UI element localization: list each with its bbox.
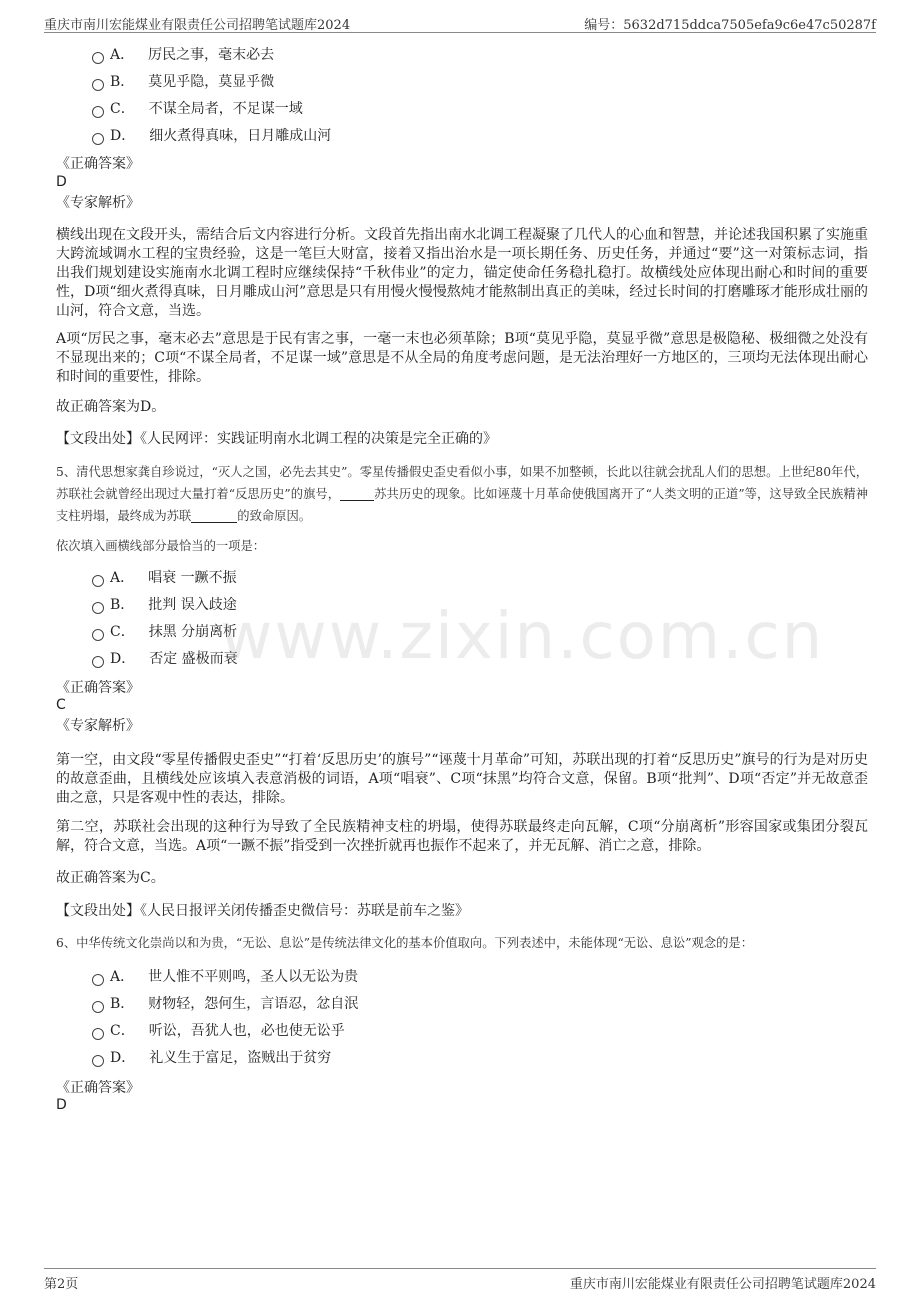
radio-icon[interactable] [92, 1028, 104, 1040]
q5-analysis-conclusion: 故正确答案为C。 [56, 870, 165, 886]
radio-icon[interactable] [92, 974, 104, 986]
q6-options [92, 966, 358, 1074]
q6-answer-label: 《正确答案》 [56, 1080, 140, 1096]
q5-instruction: 依次填入画横线部分最恰当的一项是： [56, 539, 266, 553]
q5-option-d[interactable]: D． 否定 盛极而衰 [92, 648, 238, 675]
footer-title: 重庆市南川宏能煤业有限责任公司招聘笔试题库2024 [569, 1277, 876, 1292]
watermark: www.zixin.com.cn [220, 600, 825, 674]
radio-icon[interactable] [92, 1055, 104, 1067]
q5-stem: 5、清代思想家龚自珍说过，“灭人之国，必先去其史”。零星传播假史歪史看似小事，如果不加整顿，长此以往就会扰乱人们的思想。上世纪80年代，苏联社会就曾经出现过大量打着“反思历史”的旗号， 苏共历史的现象。比如诬蔑十月革命使俄国离开了“人类文明的正道”等，这导致全民族精神支柱坍塌，最终成为苏联 的致命原因。 [56, 465, 869, 523]
q4-source: 【文段出处】《人民网评：实践证明南水北调工程的决策是完全正确的》 [56, 431, 497, 447]
page-number: 第2页 [44, 1277, 79, 1292]
q4-option-c[interactable]: C． 不谋全局者，不足谋一域 [92, 98, 331, 125]
q5-option-c[interactable]: C． 抹黑 分崩离析 [92, 621, 238, 648]
q5-source: 【文段出处】《人民日报评关闭传播歪史微信号：苏联是前车之鉴》 [56, 903, 469, 919]
q5-option-b[interactable]: B． 批判 误入歧途 [92, 594, 238, 621]
radio-icon[interactable] [92, 52, 104, 64]
q5-option-a[interactable]: A． 唱衰 一蹶不振 [92, 567, 238, 594]
radio-icon[interactable] [92, 656, 104, 668]
page-header [44, 10, 876, 33]
q4-options [92, 44, 331, 152]
page-footer [44, 1268, 876, 1299]
q6-answer: D [56, 1097, 67, 1113]
q6-option-d[interactable]: D． 礼义生于富足，盗贼出于贫穷 [92, 1047, 358, 1074]
q4-option-d[interactable]: D． 细火煮得真味，日月雕成山河 [92, 125, 331, 152]
header-title: 重庆市南川宏能煤业有限责任公司招聘笔试题库2024 [44, 18, 351, 33]
radio-icon[interactable] [92, 1001, 104, 1013]
q5-blank-1 [340, 488, 374, 501]
q6-stem: 6、中华传统文化崇尚以和为贵，“无讼、息讼”是传统法律文化的基本价值取向。下列表述中，未能体现“无讼、息讼”观念的是： [56, 936, 754, 950]
radio-icon[interactable] [92, 602, 104, 614]
q5-answer-label: 《正确答案》 [56, 680, 140, 696]
q4-analysis-para-2: A项“厉民之事，毫末必去”意思是于民有害之事，一毫一末也必须革除；B项“莫见乎隐，莫显乎微”意思是极隐秘、极细微之处没有不显现出来的；C项“不谋全局者，不足谋一域”意思是不从全局的角度考虑问题，是无法治理好一方地区的，三项均无法体现出耐心和时间的重要性，排除。 [56, 331, 868, 385]
q5-analysis-para-2: 第二空，苏联社会出现的这种行为导致了全民族精神支柱的坍塌，使得苏联最终走向瓦解，C项“分崩离析”形容国家或集团分裂瓦解，符合文意，当选。A项“一蹶不振”指受到一次挫折就再也振作不起来了，并无瓦解、消亡之意，排除。 [56, 819, 868, 854]
q4-option-a[interactable]: A． 厉民之事，毫末必去 [92, 44, 331, 71]
radio-icon[interactable] [92, 79, 104, 91]
header-document-id: 编号：5632d715ddca7505efa9c6e47c50287f [584, 18, 876, 33]
q4-analysis-conclusion: 故正确答案为D。 [56, 399, 166, 415]
q6-option-a[interactable]: A． 世人惟不平则鸣，圣人以无讼为贵 [92, 966, 358, 993]
radio-icon[interactable] [92, 133, 104, 145]
q5-analysis-para-1: 第一空，由文段“零星传播假史歪史”“打着‘反思历史’的旗号”“诬蔑十月革命”可知，苏联出现的打着“反思历史”旗号的行为是对历史的故意歪曲，且横线处应该填入表意消极的词语，A项“唱衰”、C项“抹黑”均符合文意，保留。B项“批判”、D项“否定”并无故意歪曲之意，只是客观中性的表达，排除。 [56, 752, 868, 806]
q5-analysis-label: 《专家解析》 [56, 718, 140, 734]
radio-icon[interactable] [92, 629, 104, 641]
q4-answer: D [56, 174, 67, 190]
q4-analysis-label: 《专家解析》 [56, 195, 140, 211]
q5-answer: C [56, 697, 66, 713]
radio-icon[interactable] [92, 575, 104, 587]
radio-icon[interactable] [92, 106, 104, 118]
q6-option-b[interactable]: B． 财物轻，怨何生，言语忍，忿自泯 [92, 993, 358, 1020]
q6-option-c[interactable]: C． 听讼，吾犹人也，必也使无讼乎 [92, 1020, 358, 1047]
q4-option-b[interactable]: B． 莫见乎隐，莫显乎微 [92, 71, 331, 98]
q4-answer-label: 《正确答案》 [56, 156, 140, 172]
q5-options [92, 567, 238, 675]
q4-analysis-para-1: 横线出现在文段开头，需结合后文内容进行分析。文段首先指出南水北调工程凝聚了几代人的心血和智慧，并论述我国积累了实施重大跨流域调水工程的宝贵经验，这是一笔巨大财富，接着又指出治水是一项长期任务、历史任务，并通过“要”这一对策标志词，指出我们规划建设实施南水北调工程时应继续保持“千秋伟业”的定力，锚定使命任务稳扎稳打。故横线处应体现出耐心和时间的重要性，D项“细火煮得真味，日月雕成山河”意思是只有用慢火慢慢熬炖才能熬制出真正的美味，经过长时间的打磨雕琢才能形成壮丽的山河，符合文意，当选。 [56, 227, 868, 319]
q5-blank-2 [191, 510, 237, 523]
